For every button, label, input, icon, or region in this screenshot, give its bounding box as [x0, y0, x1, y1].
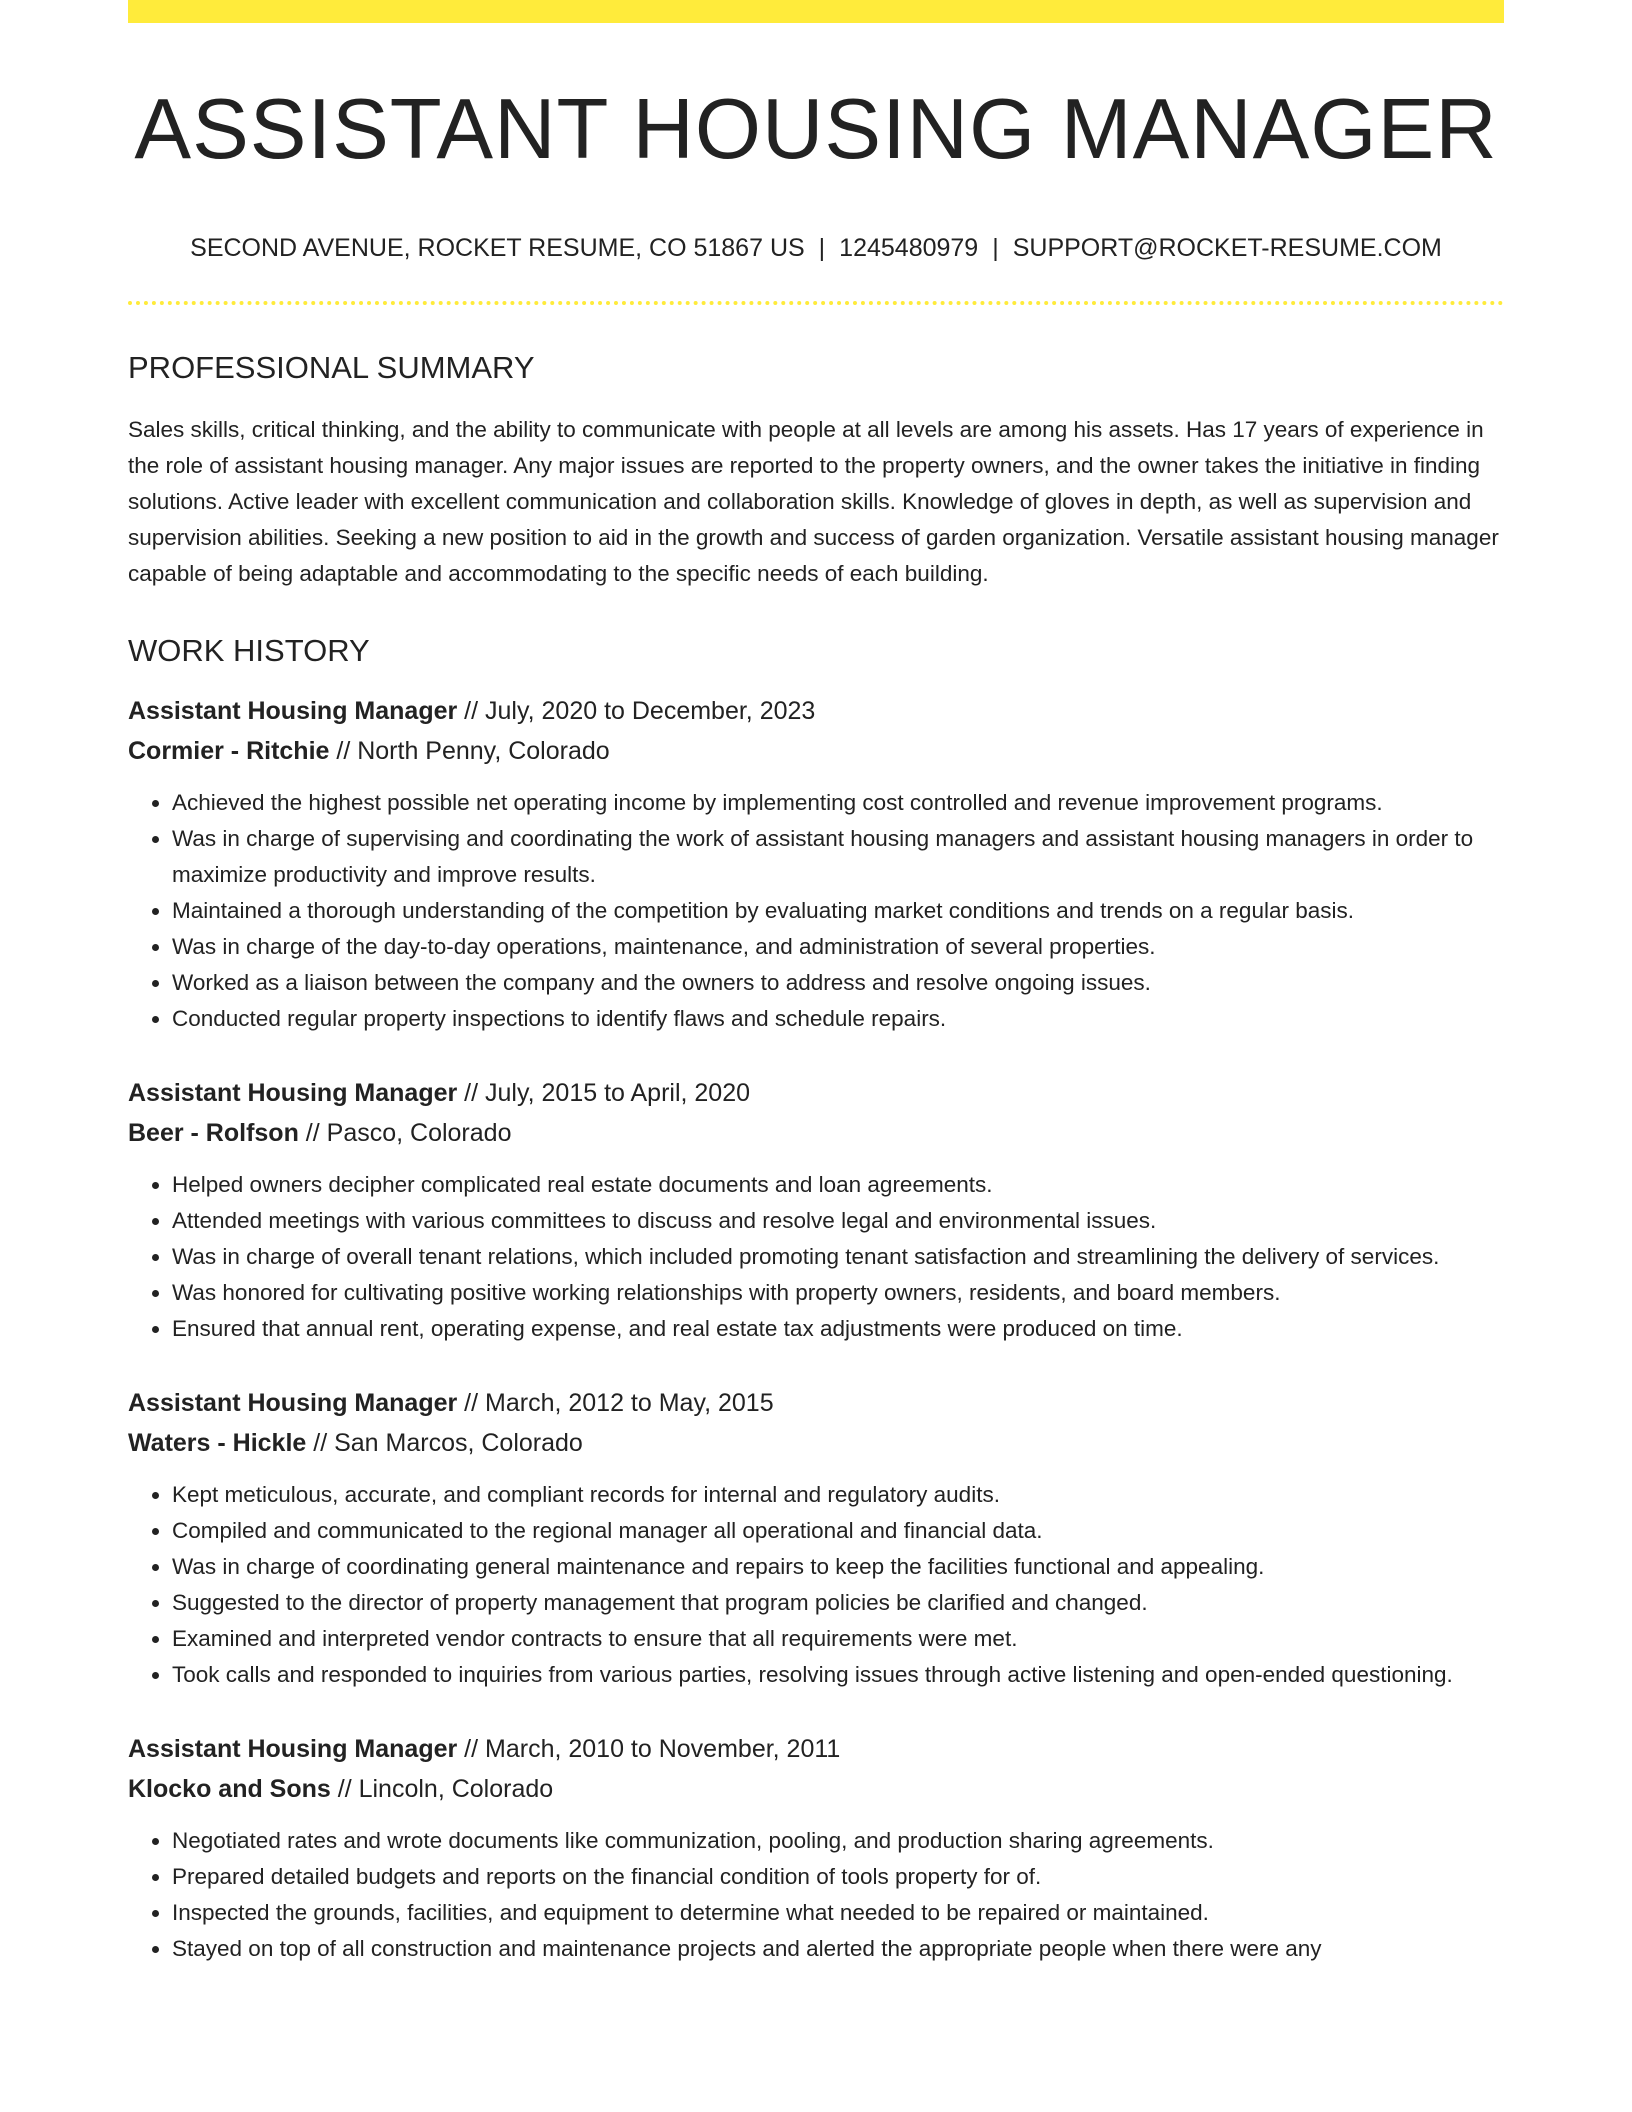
job-bullets — [128, 1823, 1504, 1967]
job-bullet: • Was honored for cultivating positive working relationships with property owners, residents, and board members. — [172, 1275, 1504, 1311]
job-company: Beer - Rolfson — [128, 1118, 299, 1147]
job-title: Assistant Housing Manager — [128, 1078, 458, 1107]
job-company: Klocko and Sons — [128, 1774, 331, 1803]
job-bullet: • Negotiated rates and wrote documents like communization, pooling, and production sharing agreements. — [172, 1823, 1504, 1859]
job-bullet: • Was in charge of the day-to-day operations, maintenance, and administration of several properties. — [172, 929, 1504, 965]
job-dates: // July, 2020 to December, 2023 — [457, 696, 816, 725]
contact-phone: 1245480979 — [839, 233, 979, 262]
contact-email: SUPPORT@ROCKET-RESUME.COM — [1012, 233, 1442, 262]
job-location: // San Marcos, Colorado — [306, 1428, 583, 1457]
job-dates: // March, 2010 to November, 2011 — [457, 1734, 841, 1763]
job-title-line — [128, 691, 1504, 731]
contact-separator: | — [992, 233, 999, 262]
job-bullet: • Examined and interpreted vendor contracts to ensure that all requirements were met. — [172, 1621, 1504, 1657]
job-company: Cormier - Ritchie — [128, 736, 330, 765]
job-location: // Pasco, Colorado — [298, 1118, 512, 1147]
job-bullet: • Kept meticulous, accurate, and compliant records for internal and regulatory audits. — [172, 1477, 1504, 1513]
job-entry — [128, 1073, 1504, 1347]
work-history-heading: WORK HISTORY — [128, 632, 370, 668]
job-bullet: • Compiled and communicated to the regional manager all operational and financial data. — [172, 1513, 1504, 1549]
contact-line — [128, 233, 1504, 263]
job-bullet: • Stayed on top of all construction and maintenance projects and alerted the appropriate people when there were any — [172, 1931, 1504, 1967]
summary-heading: PROFESSIONAL SUMMARY — [128, 349, 535, 385]
contact-address: SECOND AVENUE, ROCKET RESUME, CO 51867 US — [190, 233, 805, 262]
job-bullet: • Worked as a liaison between the company and the owners to address and resolve ongoing issues. — [172, 965, 1504, 1001]
job-bullet: • Maintained a thorough understanding of the competition by evaluating market conditions and trends on a regular basis. — [172, 893, 1504, 929]
job-bullets — [128, 1477, 1504, 1693]
job-bullet: • Suggested to the director of property management that program policies be clarified and changed. — [172, 1585, 1504, 1621]
job-bullet: • Was in charge of overall tenant relations, which included promoting tenant satisfaction and streamlining the delivery of services. — [172, 1239, 1504, 1275]
job-entry — [128, 1383, 1504, 1693]
job-dates: // July, 2015 to April, 2020 — [457, 1078, 751, 1107]
job-bullet: • Was in charge of supervising and coordinating the work of assistant housing managers and assistant housing managers in order to maximize productivity and improve results. — [172, 821, 1504, 893]
job-bullet: • Conducted regular property inspections to identify flaws and schedule repairs. — [172, 1001, 1504, 1037]
job-bullet: • Achieved the highest possible net operating income by implementing cost controlled and revenue improvement programs. — [172, 785, 1504, 821]
dotted-divider — [128, 301, 1504, 305]
job-entry — [128, 691, 1504, 1037]
job-bullet: • Was in charge of coordinating general maintenance and repairs to keep the facilities functional and appealing. — [172, 1549, 1504, 1585]
job-location: // Lincoln, Colorado — [330, 1774, 554, 1803]
job-title: Assistant Housing Manager — [128, 1388, 458, 1417]
contact-separator: | — [818, 233, 826, 262]
resume-title: ASSISTANT HOUSING MANAGER — [134, 82, 1498, 177]
job-bullet: • Inspected the grounds, facilities, and equipment to determine what needed to be repaired or maintained. — [172, 1895, 1504, 1931]
job-company-line — [128, 1423, 1504, 1463]
job-entry — [128, 1729, 1504, 1967]
job-bullet: • Took calls and responded to inquiries from various parties, resolving issues through active listening and open-ended questioning. — [172, 1657, 1504, 1693]
job-title-line — [128, 1383, 1504, 1423]
job-dates: // March, 2012 to May, 2015 — [457, 1388, 774, 1417]
job-bullet: • Helped owners decipher complicated real estate documents and loan agreements. — [172, 1167, 1504, 1203]
job-company: Waters - Hickle — [128, 1428, 307, 1457]
job-bullet: • Prepared detailed budgets and reports on the financial condition of tools property for of. — [172, 1859, 1504, 1895]
job-bullets — [128, 1167, 1504, 1347]
job-title-line — [128, 1729, 1504, 1769]
job-bullets — [128, 785, 1504, 1037]
job-bullet: • Attended meetings with various committees to discuss and resolve legal and environmental issues. — [172, 1203, 1504, 1239]
resume-page — [128, 0, 1504, 1967]
job-company-line — [128, 731, 1504, 771]
job-bullet: • Ensured that annual rent, operating expense, and real estate tax adjustments were produced on time. — [172, 1311, 1504, 1347]
job-company-line — [128, 1769, 1504, 1809]
job-title: Assistant Housing Manager — [128, 1734, 458, 1763]
job-title: Assistant Housing Manager — [128, 696, 458, 725]
job-location: // North Penny, Colorado — [329, 736, 610, 765]
summary-text: Sales skills, critical thinking, and the ability to communicate with people at all levels are among his assets. Has 17 years of experience in the role of assistant housing manager. Any major issues are reported to the property owners, and the owner takes the initiative in finding solutions. Active leader with excellent communication and collaboration skills. Knowledge of gloves in depth, as well as supervision and supervision abilities. Seeking a new position to aid in the growth and success of garden organization. Versatile assistant housing manager capable of being adaptable and accommodating to the specific needs of each building. — [128, 416, 1499, 586]
top-accent-bar — [128, 0, 1504, 23]
job-company-line — [128, 1113, 1504, 1153]
job-title-line — [128, 1073, 1504, 1113]
